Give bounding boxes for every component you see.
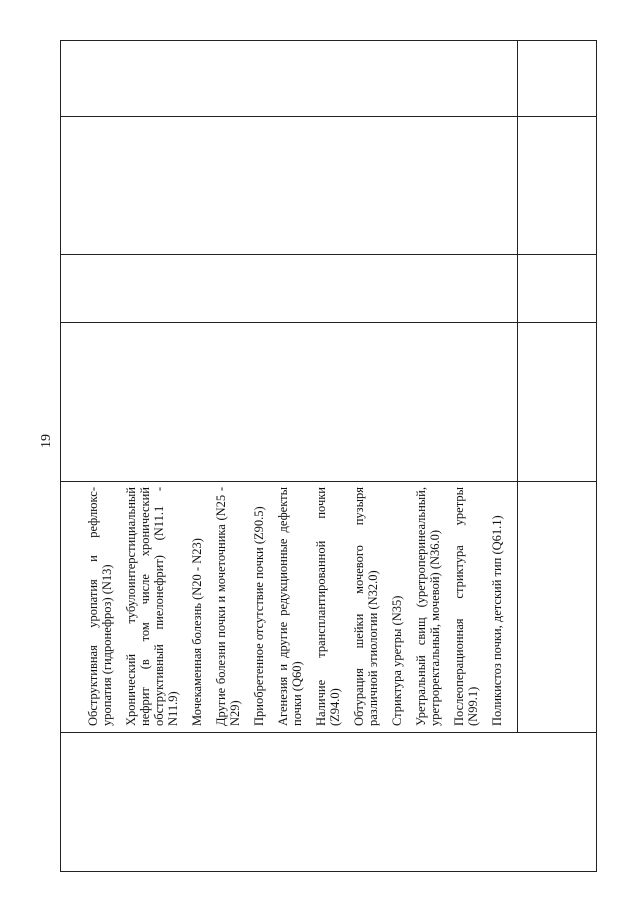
diagnosis-item: Наличие трансплантированной почки (Z94.0) [314,487,342,726]
page-number: 19 [39,434,54,448]
diagnosis-item: Агенезия и другие редукционные дефекты почки (Q60) [276,487,304,726]
diagnosis-item: Послеоперационная стриктура уретры (N99.1) [452,487,480,726]
diagnosis-item: Поликистоз почки, детский тип (Q61.1) [490,515,504,726]
row-divider [61,732,596,733]
row-divider [61,116,596,117]
row-divider [61,254,596,255]
diagnosis-item: Обструктивная уропатия и рефлюкс-уропатия (гидронефроз) (N13) [86,487,114,726]
diagnoses-cell [60,481,597,732]
diagnosis-item: Мочекаменная болезнь (N20 - N23) [190,538,204,726]
row-divider [61,322,596,323]
diagnosis-item: Другие болезни почки и мочеточника (N25 - N29) [214,487,242,726]
diagnosis-item: Уретральный свищ (уретроперинеальный, уретроректальный, мочевой) (N36.0) [414,487,442,726]
diagnosis-item: Приобретенное отсутствие почки (Z90.5) [252,506,266,726]
diagnosis-item: Стриктура уретры (N35) [390,595,404,726]
diagnosis-item: Обтурация шейки мочевого пузыря различной этиологии (N32.0) [352,487,380,726]
diagnoses-list [60,481,597,732]
diagnosis-item: Хронический тубулоинтерстициальный нефрит (в том числе хронический обструктивный пиелонефрит) (N11.1 - N11.9) [124,487,180,726]
